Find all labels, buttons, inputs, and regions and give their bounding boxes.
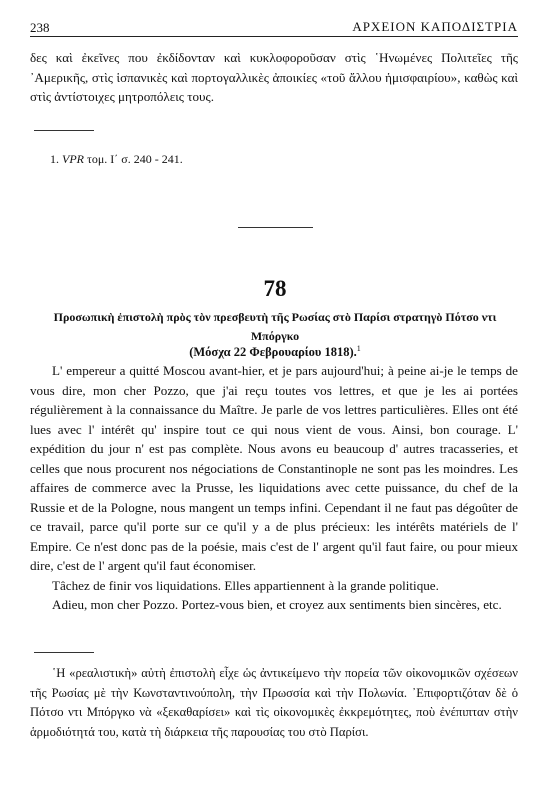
page-header [30,10,518,37]
commentary-paragraph [30,664,518,742]
letter-paragraph-1: L' empereur a quitté Moscou avant-hier, et je pars aujourd'hui; à peine ai-je le temps de vous dire, mon cher Pozzo, que j'ai reçu toutes vos lettres, et que je les ai portées régulièrement à la connaissance du Maître. Je parle de vos lettres particulières. Elles ont été lues avec l' intérêt qu' inspire tout ce qui nous vient de vous. Ainsi, bon courage. L' expédition du jour n' est pas complète. Nous avons eu beaucoup d' autres tracasseries, et celles que nous procurent nos négociations de Constantinople ne sont pas les moindres. Les affaires de commerce avec la Prusse, les liquidations avec cette puissance, du chef de la Russie et de la Pologne, nous mangent un temps infini. Cependant il ne faut pas dégoûter de ce travail, parce qu'il porte sur ce qu'il y a de plus précieux: les intérêts matériels de l' Empire. Ce n'est donc pas de la poésie, mais c'est de l' argent qu'il faut faire, ou pour mieux dire, c'est de l' argent qu'il faut économiser. [30,363,518,573]
document-date [0,344,550,360]
letter-paragraph-2: Tâchez de finir vos liquidations. Elles appartiennent à la grande politique. [52,577,439,593]
commentary-rule [34,652,94,653]
footnote [50,152,183,167]
document-number: 78 [263,276,287,301]
intro-text: δες καὶ ἐκεῖνες που ἐκδίδονταν καὶ κυκλοφοροῦσαν στὶς ῾Ηνωμένες Πολιτεῖες τῆς ᾿Αμερικῆς, στὶς ἱσπανικὲς καὶ πορτογαλλικὲς ἀποικίες «τοῦ ἄλλου ἡμισφαιρίου», καθὼς καὶ στὶς ἀντίστοιχες μητροπόλεις τους. [30,50,518,105]
document-title: Προσωπικὴ ἐπιστολὴ πρὸς τὸν πρεσβευτὴ τῆς Ρωσίας στὸ Παρίσι στρατηγὸ Πότσο ντι Μπόργκο [53,310,497,343]
footnote-source: VPR [62,152,84,166]
letter-body [30,361,518,615]
footnote-reference: τομ. Ι΄ σ. 240 - 241. [84,152,183,166]
document-date-text: (Μόσχα 22 Φεβρουαρίου 1818). [189,345,357,360]
footnote-rule [34,130,94,131]
page-number: 238 [30,20,50,35]
document-date-note: 1 [356,344,361,353]
footnote-number: 1. [50,152,59,166]
letter-paragraph-3: Adieu, mon cher Pozzo. Portez-vous bien, et croyez aux sentiments bien sincères, etc. [52,597,502,612]
section-divider [238,227,313,228]
running-head: ΑΡΧΕΙΟΝ ΚΑΠΟΔΙΣΤΡΙΑ [352,19,518,34]
commentary-text: ῾Η «ρεαλιστικὴ» αὐτὴ ἐπιστολὴ εἶχε ὡς ἀντικείμενο τὴν πορεία τῶν οἰκονομικῶν σχέσεων τῆς Ρωσίας μὲ τὴν Κωνσταντινούπολη, τὴν Πρωσσία καὶ τὴν Πολωνία. ᾿Επιφορτιζόταν δὲ ὁ Πότσο ντι Μπόργκο νὰ «ξεκαθαρίσει» καὶ τὶς οἰκονομικὲς ἐκκρεμότητες, ποὺ ἐνέπιπταν στὴν ἁρμοδιότητά του, κατὰ τὴ διάρκεια τῆς παρουσίας του στὸ Παρίσι. [30,666,518,739]
intro-paragraph [30,48,518,107]
